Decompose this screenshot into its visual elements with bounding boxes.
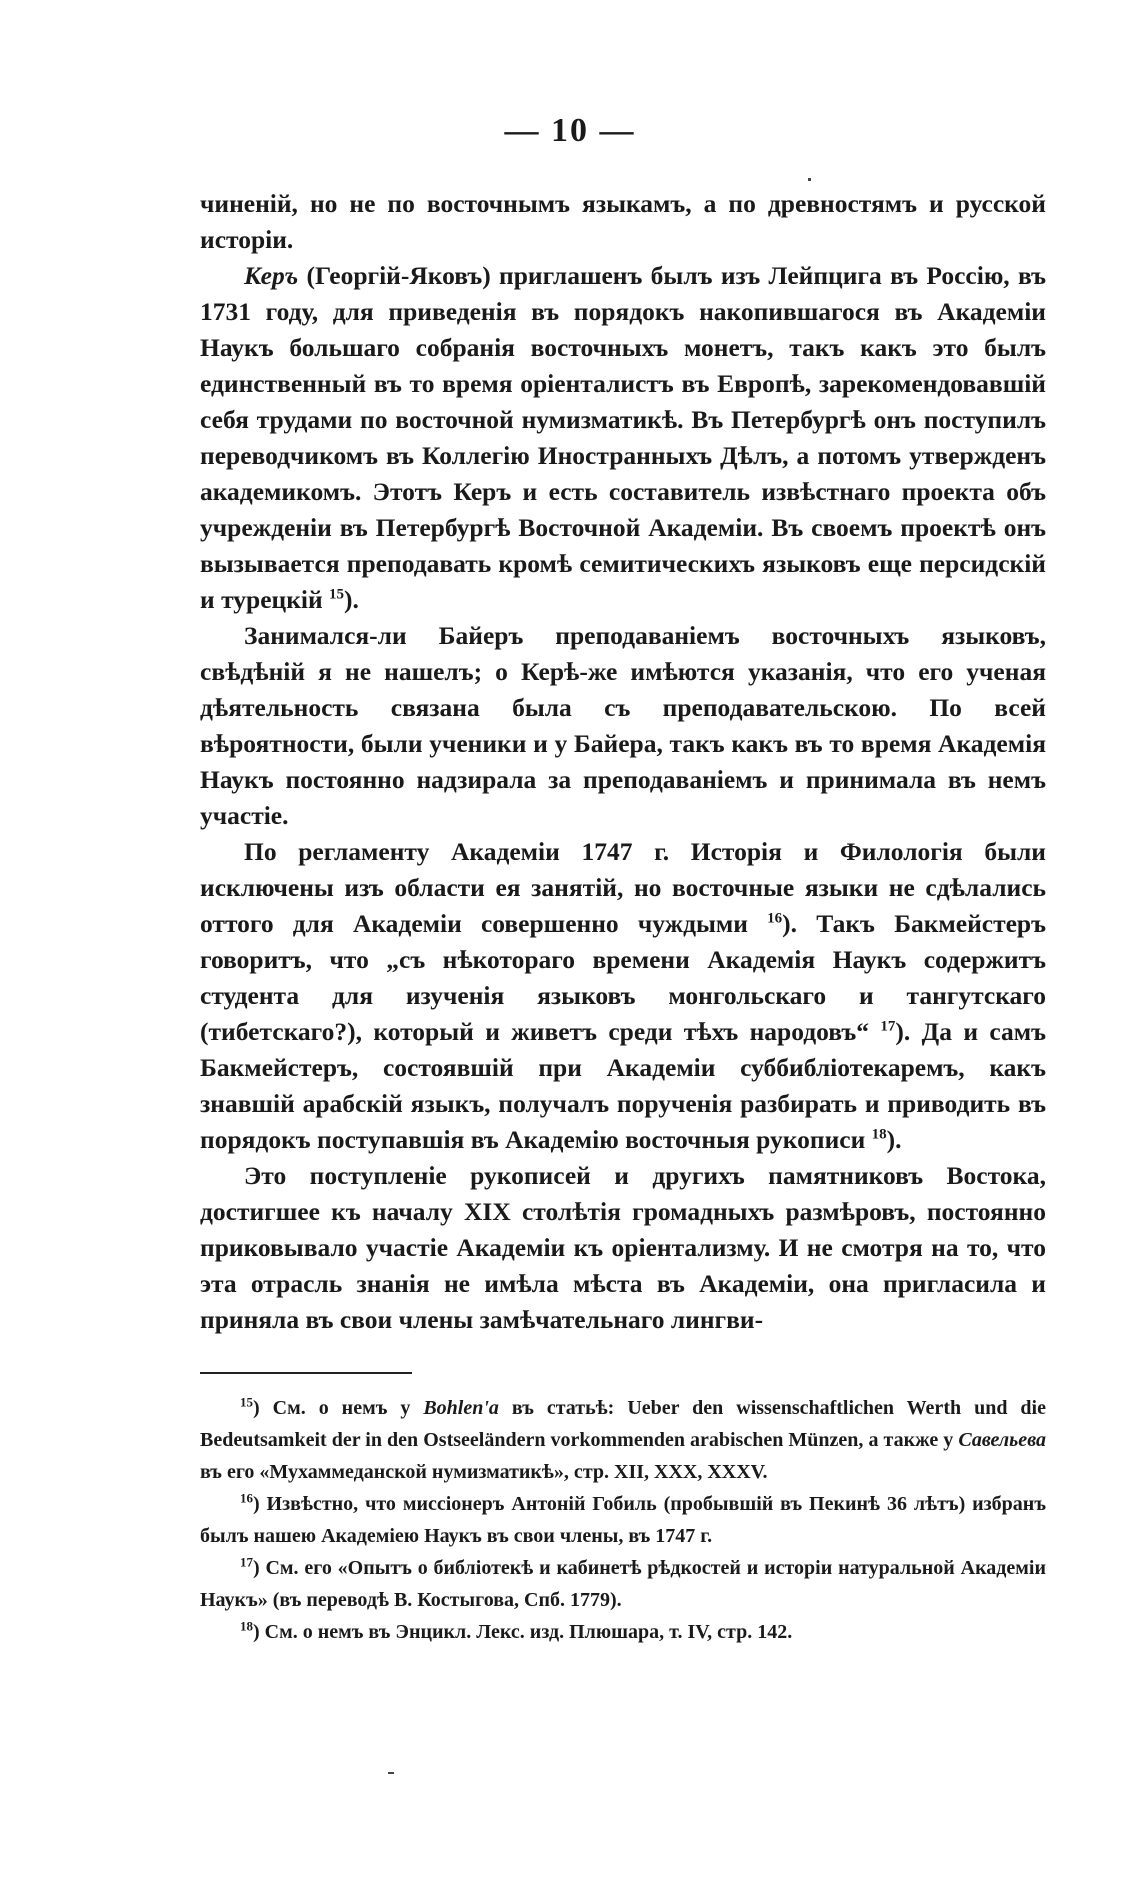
main-text <box>200 186 1046 1338</box>
footnote-number: 16 <box>240 1490 253 1506</box>
author-emphasis: Савельева <box>958 1429 1046 1451</box>
footnote-17 <box>200 1552 1046 1616</box>
paragraph-text: чиненій, но не по восточнымъ языкамъ, а по древностямъ и русской исторіи. <box>200 189 1046 254</box>
footnotes <box>200 1392 1046 1648</box>
footnote-16 <box>200 1488 1046 1552</box>
footnote-text: ) Извѣстно, что миссіонеръ Антоній Гобиль (пробывшій въ Пекинѣ 36 лѣтъ) избранъ былъ нашею Академіею Наукъ въ свои члены, въ 1747 г. <box>200 1493 1046 1547</box>
scan-speck <box>388 1772 394 1774</box>
footnote-18 <box>200 1616 1046 1648</box>
footnote-15 <box>200 1392 1046 1488</box>
page-number: — 10 — <box>504 112 636 149</box>
author-emphasis: Bohlen'a <box>423 1397 499 1419</box>
paragraph-text: (Георгій-Яковъ) приглашенъ былъ изъ Лейпцига въ Россію, въ 1731 году, для приведенія въ порядокъ накопившагося въ Академіи Наукъ большаго собранія восточныхъ монетъ, такъ какъ это былъ единственный въ то время оріенталистъ въ Европѣ, зарекомендовавшій себя трудами по восточной нумизматикѣ. Въ Петербургѣ онъ поступилъ переводчикомъ въ Коллегію Иностранныхъ Дѣлъ, а потомъ утвержденъ академикомъ. Этотъ Керъ и есть составитель извѣстнаго проекта объ учрежденіи въ Петербургѣ Восточной Академіи. Въ своемъ проектѣ онъ вызывается преподавать кромѣ семитическихъ языковъ еще персидскій и турецкій <box>200 261 1046 614</box>
scan-speck <box>808 178 811 181</box>
footnote-text: ) См. о немъ въ Энцикл. Лекс. изд. Плюшара, т. IV, стр. 142. <box>253 1621 793 1643</box>
footnote-ref-18[interactable]: 18 <box>871 1126 887 1143</box>
footnote-divider <box>200 1372 412 1374</box>
footnote-ref-16[interactable]: 16 <box>767 910 783 927</box>
footnote-text: въ статьѣ: Ueber den wissenschaftlichen Werth und die Bedeutsamkeit der in den Ostseeländern vorkommenden arabischen Münzen, а также у <box>200 1397 1046 1451</box>
paragraph-5 <box>200 1158 1046 1338</box>
paragraph-3 <box>200 618 1046 834</box>
footnote-number: 15 <box>240 1394 253 1410</box>
paragraph-text-tail: ). Такъ Бакмейстеръ говоритъ, что „съ нѣкотораго времени Академія Наукъ содержитъ студента для изученія языковъ монгольскаго и тангутскаго (тибетскаго?), который и живетъ среди тѣхъ народовъ“ <box>200 909 1046 1046</box>
paragraph-text-tail: ). <box>344 585 359 614</box>
footnote-text: въ его «Мухаммеданской нумизматикѣ», стр. XII, XXX, XXXV. <box>200 1461 768 1483</box>
paragraph-text: Занимался-ли Байеръ преподаваніемъ восточныхъ языковъ, свѣдѣній я не нашелъ; о Керѣ-же имѣются указанія, что его ученая дѣятельность связана была съ преподавательскою. По всей вѣроятности, были ученики и у Байера, такъ какъ въ то время Академія Наукъ постоянно надзирала за преподаваніемъ и принимала въ немъ участіе. <box>200 621 1046 830</box>
paragraph-text: Это поступленіе рукописей и другихъ памятниковъ Востока, достигшее къ началу XIX столѣтія громадныхъ размѣровъ, постоянно приковывало участіе Академіи къ оріентализму. И не смотря на то, что эта отрасль знанія не имѣла мѣста въ Академіи, она пригласила и приняла въ свои члены замѣчательнаго лингви- <box>200 1161 1046 1334</box>
paragraph-text-tail-2: ). Да и самъ Бакмейстеръ, состоявшій при Академіи суббиблiотекаремъ, какъ знавшій арабскій языкъ, получалъ порученія разбирать и приводить въ порядокъ поступавшія въ Академію восточныя рукописи <box>200 1017 1046 1154</box>
paragraph-2 <box>200 258 1046 618</box>
footnote-text: ) См. о немъ у <box>253 1397 424 1419</box>
footnote-text: ) См. его «Опытъ о библіотекѣ и кабинетѣ рѣдкостей и исторіи натуральной Академіи Наукъ» (въ переводѣ В. Костыгова, Спб. 1779). <box>200 1557 1046 1611</box>
paragraph-text-tail-3: ). <box>886 1125 902 1154</box>
footnote-ref-17[interactable]: 17 <box>880 1018 896 1035</box>
name-emphasis: Керъ <box>244 261 299 290</box>
footnote-number: 18 <box>240 1618 253 1634</box>
paragraph-1 <box>200 186 1046 258</box>
footnote-ref-15[interactable]: 15 <box>329 586 345 603</box>
paragraph-4 <box>200 834 1046 1158</box>
footnote-number: 17 <box>240 1554 253 1570</box>
paragraph-text: По регламенту Академіи 1747 г. Исторія и Филологія были исключены изъ области ея занятій, но восточные языки не сдѣлались оттого для Академіи совершенно чуждыми <box>200 837 1046 938</box>
